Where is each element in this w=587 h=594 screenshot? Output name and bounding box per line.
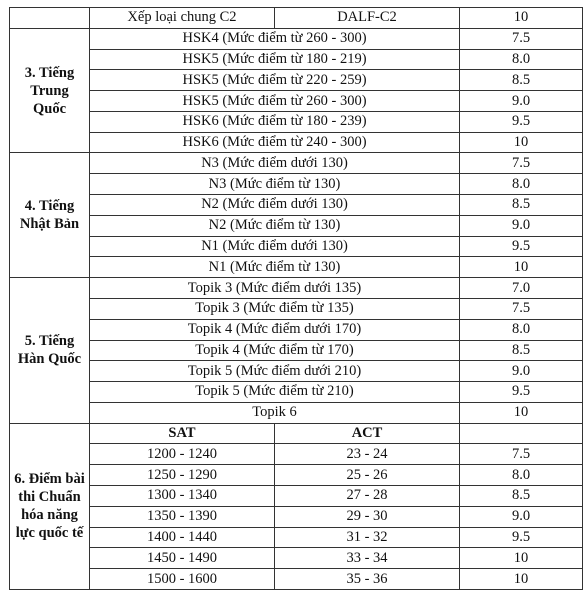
certificate-cell: N3 (Mức điểm dưới 130) — [90, 153, 460, 174]
conversion-table — [9, 7, 583, 590]
certificate-cell: Topik 5 (Mức điểm từ 210) — [90, 382, 460, 403]
act-cell: 35 - 36 — [275, 569, 460, 590]
table-row — [10, 70, 583, 91]
score-cell: 9.0 — [460, 215, 583, 236]
certificate-cell: N1 (Mức điểm dưới 130) — [90, 236, 460, 257]
table-row — [10, 548, 583, 569]
act-cell: 27 - 28 — [275, 485, 460, 506]
score-cell: 9.5 — [460, 111, 583, 132]
score-cell: 7.0 — [460, 278, 583, 299]
certificate-cell: HSK4 (Mức điểm từ 260 - 300) — [90, 28, 460, 49]
sat-cell: 1400 - 1440 — [90, 527, 275, 548]
certificate-cell: Topik 3 (Mức điểm dưới 135) — [90, 278, 460, 299]
table-row — [10, 569, 583, 590]
certificate-cell: HSK5 (Mức điểm từ 260 - 300) — [90, 91, 460, 112]
level-cell: Xếp loại chung C2 — [90, 8, 275, 29]
certificate-cell: N2 (Mức điểm từ 130) — [90, 215, 460, 236]
score-cell: 8.0 — [460, 465, 583, 486]
certificate-cell: N3 (Mức điểm từ 130) — [90, 174, 460, 195]
score-cell: 10 — [460, 8, 583, 29]
table-row — [10, 257, 583, 278]
act-cell: 33 - 34 — [275, 548, 460, 569]
sat-cell: 1450 - 1490 — [90, 548, 275, 569]
act-cell: 23 - 24 — [275, 444, 460, 465]
table-row — [10, 485, 583, 506]
score-cell: 9.5 — [460, 236, 583, 257]
score-header-empty — [460, 423, 583, 444]
score-cell: 8.5 — [460, 70, 583, 91]
certificate-cell: Topik 5 (Mức điểm dưới 210) — [90, 361, 460, 382]
certificate-cell: HSK5 (Mức điểm từ 220 - 259) — [90, 70, 460, 91]
score-cell: 8.5 — [460, 340, 583, 361]
act-header: ACT — [275, 423, 460, 444]
score-cell: 9.5 — [460, 527, 583, 548]
table-row — [10, 236, 583, 257]
table-row — [10, 215, 583, 236]
score-cell: 7.5 — [460, 298, 583, 319]
act-cell: 25 - 26 — [275, 465, 460, 486]
table-row — [10, 132, 583, 153]
certificate-cell: N2 (Mức điểm dưới 130) — [90, 195, 460, 216]
table-row — [10, 28, 583, 49]
table-row — [10, 527, 583, 548]
group-title: 3. Tiếng Trung Quốc — [10, 28, 90, 153]
certificate-cell: Topik 4 (Mức điểm dưới 170) — [90, 319, 460, 340]
score-cell: 8.5 — [460, 485, 583, 506]
act-cell: 29 - 30 — [275, 506, 460, 527]
act-cell: 31 - 32 — [275, 527, 460, 548]
table-row — [10, 361, 583, 382]
table-row — [10, 153, 583, 174]
score-cell: 9.0 — [460, 506, 583, 527]
score-cell: 7.5 — [460, 444, 583, 465]
certificate-cell: N1 (Mức điểm từ 130) — [90, 257, 460, 278]
table-row — [10, 174, 583, 195]
group-title: 4. Tiếng Nhật Bản — [10, 153, 90, 278]
table-row — [10, 423, 583, 444]
table-row — [10, 8, 583, 29]
certificate-cell: Topik 6 — [90, 402, 460, 423]
sat-cell: 1300 - 1340 — [90, 485, 275, 506]
score-cell: 9.0 — [460, 361, 583, 382]
score-cell: 10 — [460, 257, 583, 278]
exam-cell: DALF-C2 — [275, 8, 460, 29]
table-row — [10, 506, 583, 527]
certificate-cell: HSK6 (Mức điểm từ 240 - 300) — [90, 132, 460, 153]
conversion-table-body — [10, 8, 583, 590]
sat-cell: 1500 - 1600 — [90, 569, 275, 590]
table-row — [10, 340, 583, 361]
score-cell: 9.5 — [460, 382, 583, 403]
sat-cell: 1350 - 1390 — [90, 506, 275, 527]
table-row — [10, 319, 583, 340]
sat-cell: 1250 - 1290 — [90, 465, 275, 486]
score-cell: 8.0 — [460, 49, 583, 70]
table-row — [10, 465, 583, 486]
sat-cell: 1200 - 1240 — [90, 444, 275, 465]
certificate-cell: Topik 3 (Mức điểm từ 135) — [90, 298, 460, 319]
score-cell: 8.5 — [460, 195, 583, 216]
group-title: 6. Điểm bài thi Chuẩn hóa năng lực quốc tế — [10, 423, 90, 589]
score-cell: 10 — [460, 569, 583, 590]
sat-header: SAT — [90, 423, 275, 444]
score-cell: 7.5 — [460, 28, 583, 49]
group-cell-empty — [10, 8, 90, 29]
score-cell: 8.0 — [460, 174, 583, 195]
table-row — [10, 111, 583, 132]
table-row — [10, 382, 583, 403]
score-cell: 7.5 — [460, 153, 583, 174]
score-cell: 10 — [460, 548, 583, 569]
score-cell: 9.0 — [460, 91, 583, 112]
score-cell: 10 — [460, 132, 583, 153]
certificate-cell: HSK5 (Mức điểm từ 180 - 219) — [90, 49, 460, 70]
table-row — [10, 444, 583, 465]
score-cell: 10 — [460, 402, 583, 423]
table-row — [10, 195, 583, 216]
group-title: 5. Tiếng Hàn Quốc — [10, 278, 90, 423]
table-row — [10, 49, 583, 70]
score-cell: 8.0 — [460, 319, 583, 340]
table-row — [10, 402, 583, 423]
table-row — [10, 278, 583, 299]
table-row — [10, 298, 583, 319]
table-row — [10, 91, 583, 112]
certificate-cell: HSK6 (Mức điểm từ 180 - 239) — [90, 111, 460, 132]
certificate-cell: Topik 4 (Mức điểm từ 170) — [90, 340, 460, 361]
